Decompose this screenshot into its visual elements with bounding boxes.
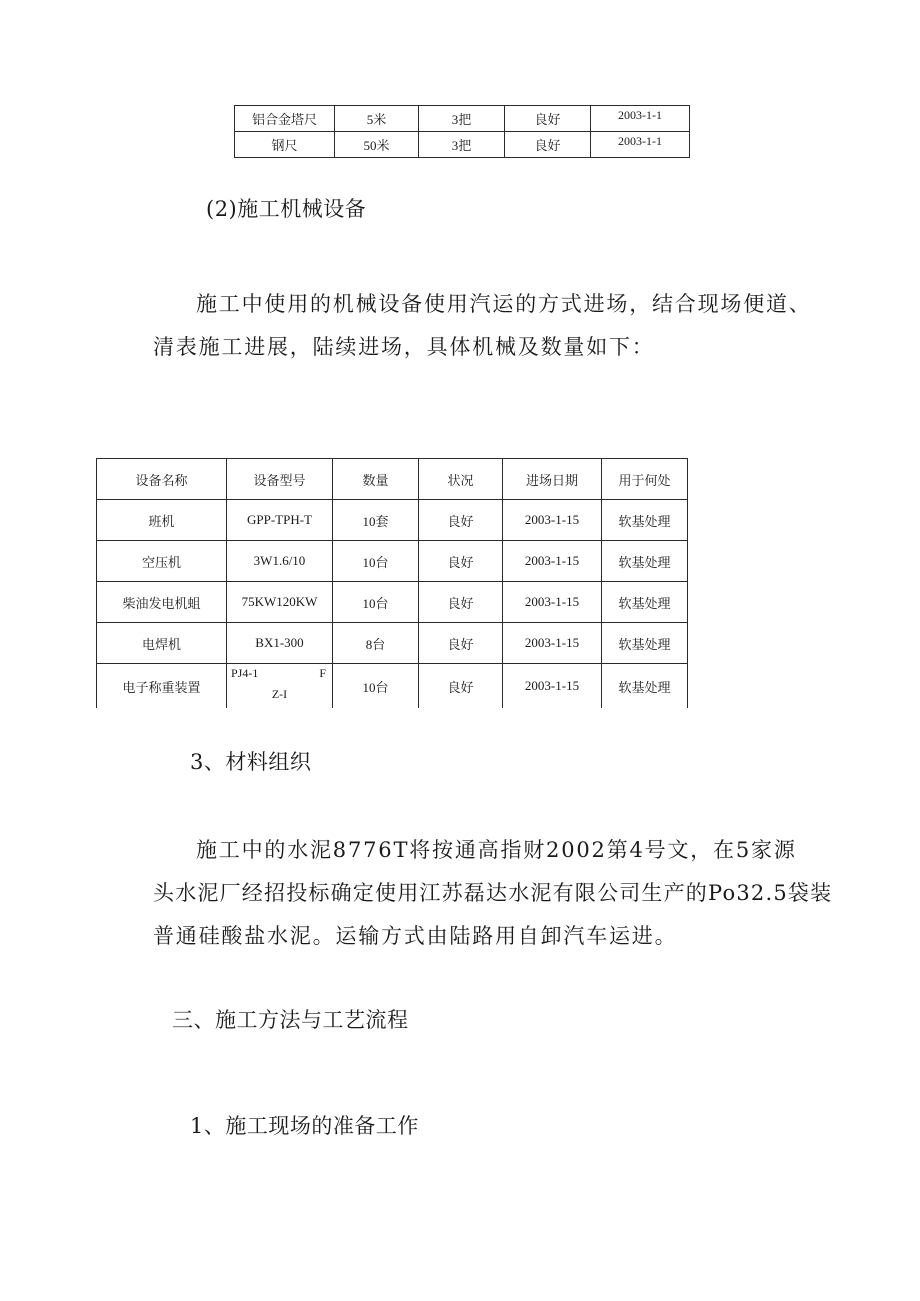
equipment-qty-cell: 10台 (333, 541, 419, 582)
tool-qty-cell: 3把 (419, 132, 505, 158)
equipment-qty-cell: 8台 (333, 623, 419, 664)
equipment-name-cell: 柴油发电机蛆 (97, 582, 227, 623)
equipment-use-cell: 软基处理 (602, 500, 688, 541)
equipment-model-cell: GPP-TPH-T (227, 500, 333, 541)
section-heading-methods: 三、施工方法与工艺流程 (172, 1008, 409, 1032)
column-header: 状况 (419, 459, 503, 500)
table-row (235, 106, 690, 132)
equipment-model-cell: 75KW120KW (227, 582, 333, 623)
model-part: PJ4-1 (231, 666, 259, 680)
column-header: 设备型号 (227, 459, 333, 500)
table-row (97, 541, 688, 582)
equipment-date-cell: 2003-1-15 (503, 541, 602, 582)
equipment-status-cell: 良好 (419, 582, 503, 623)
table-row (97, 623, 688, 664)
section-heading-machinery: (2)施工机械设备 (206, 197, 367, 221)
equipment-qty-cell: 10台 (333, 664, 419, 709)
section-heading-preparation: 1、施工现场的准备工作 (190, 1114, 419, 1138)
table-row (97, 500, 688, 541)
paragraph-line: 施工中使用的机械设备使用汽运的方式进场，结合现场便道、 (196, 292, 812, 316)
model-split-text (227, 664, 332, 708)
equipment-status-cell: 良好 (419, 623, 503, 664)
equipment-qty-cell: 10套 (333, 500, 419, 541)
column-header: 设备名称 (97, 459, 227, 500)
tool-qty-cell: 3把 (419, 106, 505, 132)
equipment-status-cell: 良好 (419, 541, 503, 582)
table-row (235, 132, 690, 158)
column-header: 用于何处 (602, 459, 688, 500)
equipment-date-cell: 2003-1-15 (503, 664, 602, 709)
equipment-table (96, 458, 688, 708)
tools-table (234, 105, 690, 158)
tool-spec-cell: 50米 (335, 132, 419, 158)
equipment-name-cell: 班机 (97, 500, 227, 541)
paragraph-line: 施工中的水泥8776T将按通高指财2002第4号文，在5家源 (196, 838, 797, 862)
section-heading-materials: 3、材料组织 (190, 750, 312, 774)
column-header: 数量 (333, 459, 419, 500)
tool-date-cell: 2003-1-1 (591, 132, 690, 158)
tool-name-cell: 钢尺 (235, 132, 335, 158)
equipment-name-cell: 电子称重装置 (97, 664, 227, 709)
equipment-name-cell: 空压机 (97, 541, 227, 582)
equipment-model-cell: 3W1.6/10 (227, 541, 333, 582)
table-row (97, 664, 688, 709)
table-header-row (97, 459, 688, 500)
equipment-date-cell: 2003-1-15 (503, 500, 602, 541)
model-part: Z-I (271, 687, 288, 701)
tool-date-cell: 2003-1-1 (591, 106, 690, 132)
equipment-model-cell (227, 664, 333, 709)
table-row (97, 582, 688, 623)
equipment-use-cell: 软基处理 (602, 664, 688, 709)
equipment-date-cell: 2003-1-15 (503, 582, 602, 623)
equipment-use-cell: 软基处理 (602, 582, 688, 623)
tool-name-cell: 铝合金塔尺 (235, 106, 335, 132)
column-header: 进场日期 (503, 459, 602, 500)
tool-status-cell: 良好 (505, 132, 591, 158)
model-part: F (319, 666, 326, 680)
equipment-name-cell: 电焊机 (97, 623, 227, 664)
equipment-qty-cell: 10台 (333, 582, 419, 623)
equipment-model-cell: BX1-300 (227, 623, 333, 664)
equipment-use-cell: 软基处理 (602, 623, 688, 664)
paragraph-line: 清表施工进展，陆续进场，具体机械及数量如下： (153, 335, 655, 359)
equipment-date-cell: 2003-1-15 (503, 623, 602, 664)
equipment-status-cell: 良好 (419, 664, 503, 709)
tool-spec-cell: 5米 (335, 106, 419, 132)
tool-status-cell: 良好 (505, 106, 591, 132)
paragraph-line: 头水泥厂经招投标确定使用江苏磊达水泥有限公司生产的Po32.5袋装 (153, 881, 833, 905)
equipment-use-cell: 软基处理 (602, 541, 688, 582)
paragraph-line: 普通硅酸盐水泥。运输方式由陆路用自卸汽车运进。 (153, 924, 678, 948)
equipment-status-cell: 良好 (419, 500, 503, 541)
